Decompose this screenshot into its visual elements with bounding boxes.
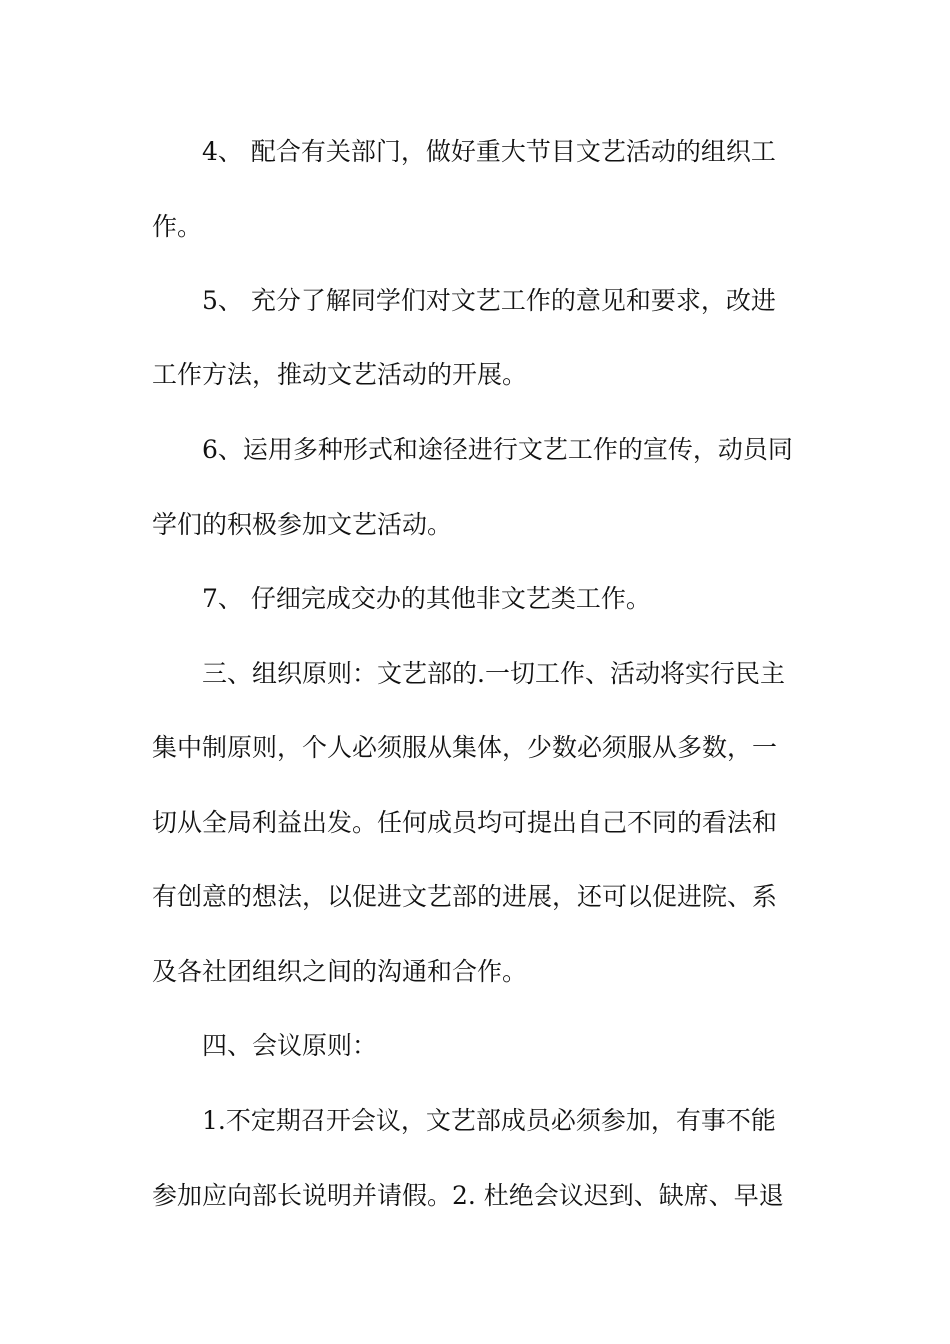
text-line-item-6-cont: 学们的积极参加文艺活动。	[152, 510, 453, 539]
text-line-item-5-cont: 工作方法，推动文艺活动的开展。	[152, 360, 528, 389]
text-line-item-6: 6、运用多种形式和途径进行文艺工作的宣传，动员同	[202, 435, 793, 464]
text-line-meeting-2: 参加应向部长说明并请假。2. 杜绝会议迟到、缺席、早退	[152, 1181, 784, 1210]
section-meeting-principles: 四、会议原则：	[202, 1031, 378, 1060]
text-line-org-3: 切从全局利益出发。任何成员均可提出自己不同的看法和	[152, 808, 778, 837]
text-line-item-7: 7、 仔细完成交办的其他非文艺类工作。	[202, 584, 651, 613]
section-organization-principles: 三、组织原则：文艺部的.一切工作、活动将实行民主	[202, 659, 785, 688]
text-line-item-4-cont: 作。	[152, 212, 203, 241]
text-line-item-4: 4、 配合有关部门，做好重大节目文艺活动的组织工	[202, 137, 776, 166]
text-line-org-2: 集中制原则，个人必须服从集体，少数必须服从多数，一	[152, 733, 778, 762]
text-line-item-5: 5、 充分了解同学们对文艺工作的意见和要求，改进	[202, 286, 776, 315]
text-line-org-5: 及各社团组织之间的沟通和合作。	[152, 957, 528, 986]
text-line-meeting-1: 1.不定期召开会议，文艺部成员必须参加，有事不能	[202, 1106, 776, 1135]
text-line-org-4: 有创意的想法，以促进文艺部的进展，还可以促进院、系	[152, 882, 778, 911]
